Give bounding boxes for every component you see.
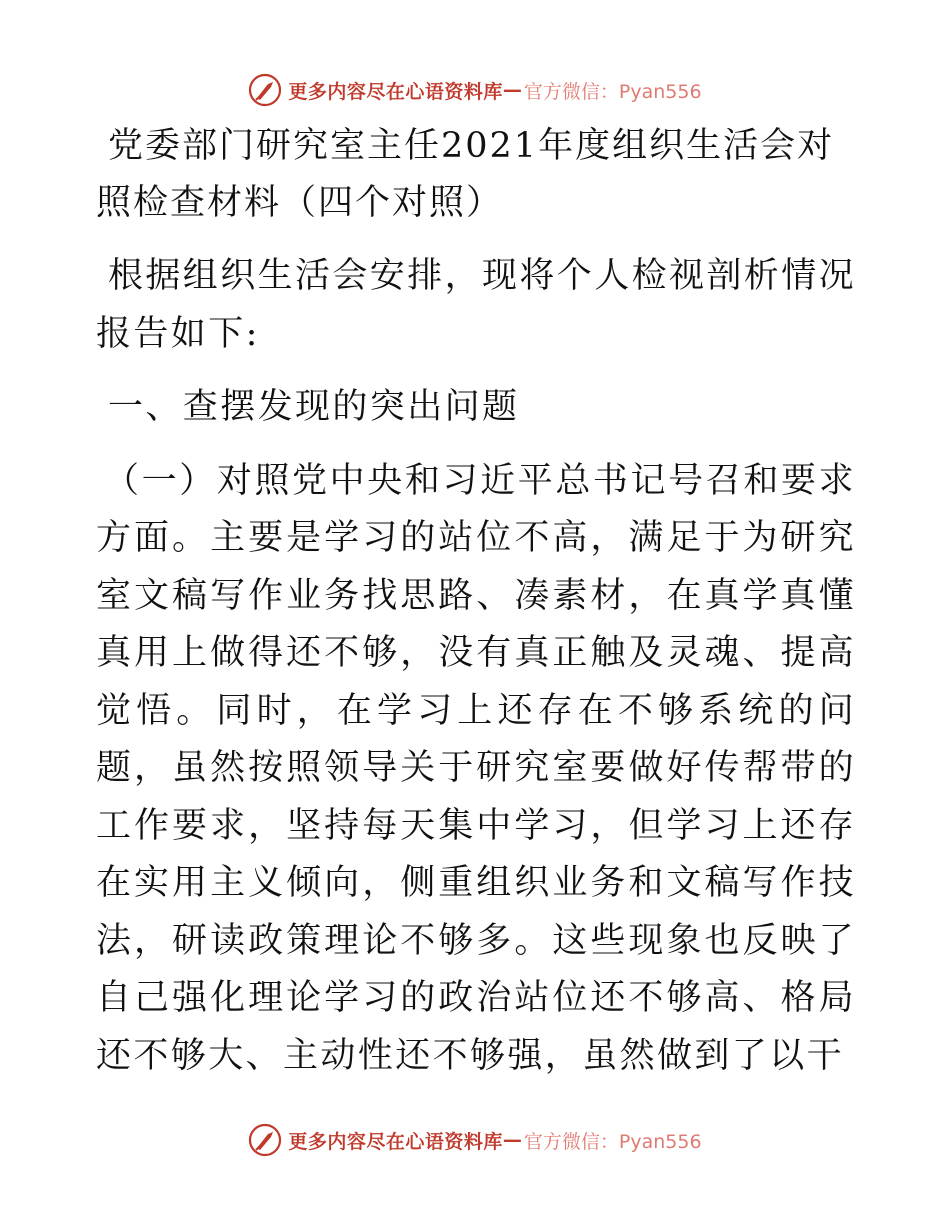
quill-pen-logo-icon	[248, 73, 282, 107]
header-banner-separator: —	[502, 79, 522, 101]
section-body-paragraph: （一）对照党中央和习近平总书记号召和要求方面。主要是学习的站位不高，满足于为研究室文稿写作业务找思路、凑素材，在真学真懂真用上做得还不够，没有真正触及灵魂、提高觉悟。同时，在学习上还存在不够系统的问题，虽然按照领导关于研究室要做好传帮带的工作要求，坚持每天集中学习，但学习上还存在实用主义倾向，侧重组织业务和文稿写作技法，研读政策理论不够多。这些现象也反映了自己强化理论学习的政治站位还不够高、格局还不够大、主动性还不够强，虽然做到了以干	[96, 460, 856, 1076]
quill-pen-logo-icon	[248, 1123, 282, 1157]
footer-wechat-id: 官方微信：Pyan556	[523, 1130, 702, 1153]
header-banner-text: 更多内容尽在心语资料库	[288, 80, 503, 103]
header-watermark	[0, 70, 950, 110]
document-body	[96, 118, 856, 1085]
footer-banner-separator: —	[502, 1129, 522, 1151]
footer-watermark	[0, 1120, 950, 1160]
header-wechat-id: 官方微信：Pyan556	[523, 80, 702, 103]
document-title: 党委部门研究室主任2021年度组织生活会对照检查材料（四个对照）	[96, 126, 835, 223]
footer-banner-text: 更多内容尽在心语资料库	[288, 1130, 503, 1153]
section-heading: 一、查摆发现的突出问题	[108, 387, 520, 427]
intro-paragraph: 根据组织生活会安排，现将个人检视剖析情况报告如下:	[96, 256, 857, 354]
